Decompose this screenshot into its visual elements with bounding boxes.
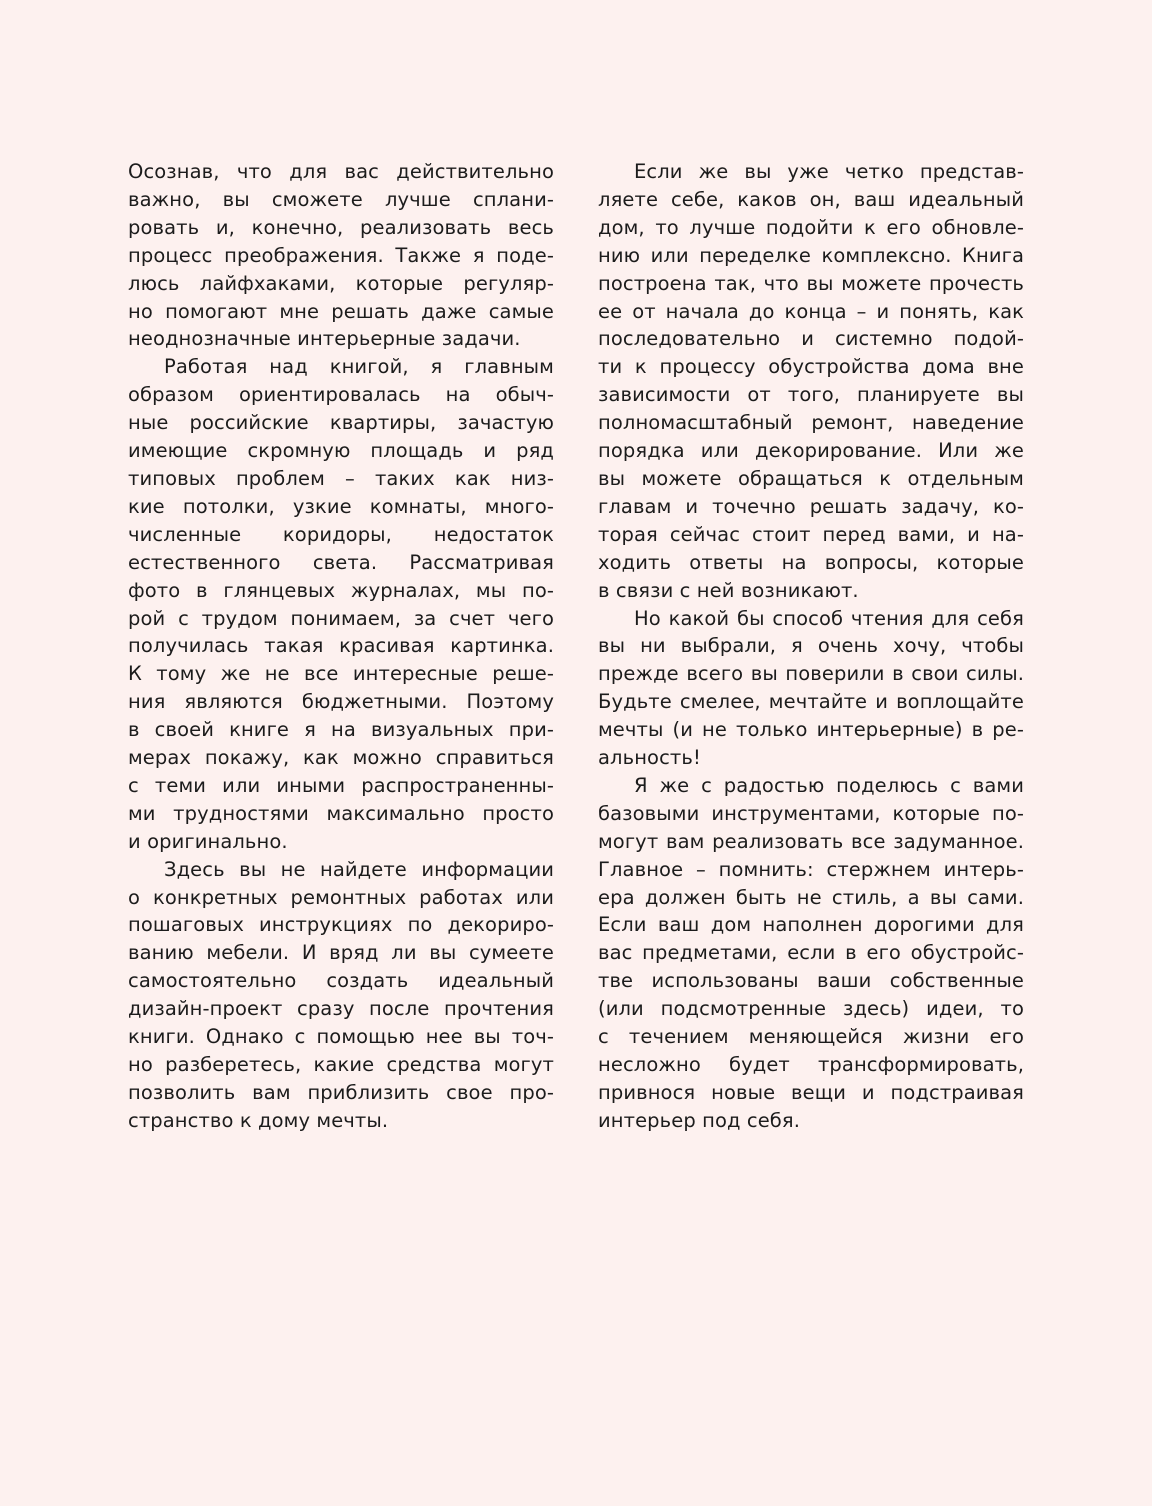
text-line: но помогают мне решать даже самые [128, 299, 554, 323]
text-line: позволить вам приблизить свое про- [128, 1080, 554, 1104]
text-line: полномасштабный ремонт, наведение [598, 411, 1024, 435]
text-line: пошаговых инструкциях по декориро- [128, 913, 554, 937]
text-line: зависимости от того, планируете вы [598, 383, 1024, 407]
text-line: альность! [598, 746, 701, 770]
text-line: мечты (и не только интерьерные) в ре- [598, 718, 1024, 742]
text-line: вы ни выбрали, я очень хочу, чтобы [598, 634, 1024, 658]
text-line: мерах покажу, как можно справиться [128, 746, 554, 770]
text-line: с течением меняющейся жизни его [598, 1025, 1024, 1049]
text-line: важно, вы сможете лучше сплани- [128, 187, 554, 211]
text-line: ми трудностями максимально просто [128, 801, 554, 825]
text-line: (или подсмотренные здесь) идеи, то [598, 997, 1024, 1021]
text-line: вы можете обращаться к отдельным [598, 466, 1024, 490]
text-line: дом, то лучше подойти к его обновле- [598, 215, 1024, 239]
text-line: в своей книге я на визуальных при- [128, 718, 554, 742]
text-line: типовых проблем – таких как низ- [128, 466, 554, 490]
text-line: Здесь вы не найдете информации [164, 857, 554, 881]
text-line: Главное – помнить: стержнем интерь- [598, 857, 1024, 881]
text-line: ее от начала до конца – и понять, как [598, 299, 1024, 323]
text-line: Если же вы уже четко представ- [634, 160, 1024, 183]
text-line: Если ваш дом наполнен дорогими для [598, 913, 1024, 937]
text-line: порядка или декорирование. Или же [598, 439, 1024, 463]
text-line: Работая над книгой, я главным [164, 355, 554, 379]
text-line: кие потолки, узкие комнаты, много- [128, 494, 554, 518]
right-text-column [598, 158, 1024, 1135]
text-line: но разберетесь, какие средства могут [128, 1053, 554, 1076]
text-line: ванию мебели. И вряд ли вы сумеете [128, 941, 554, 965]
text-line: ния являются бюджетными. Поэтому [128, 690, 554, 714]
text-line: фото в глянцевых журналах, мы по- [128, 578, 554, 602]
text-line: естественного света. Рассматривая [128, 550, 554, 574]
left-text-column [128, 158, 554, 1135]
text-line: нию или переделке комплексно. Книга [598, 243, 1024, 267]
text-line: ляете себе, каков он, ваш идеальный [598, 187, 1024, 211]
text-line: Я же с радостью поделюсь с вами [634, 773, 1024, 797]
text-line: и оригинально. [128, 829, 288, 853]
text-line: торая сейчас стоит перед вами, и на- [598, 522, 1024, 546]
text-line: люсь лайфхаками, которые регуляр- [128, 271, 554, 295]
text-line: построена так, что вы можете прочесть [598, 271, 1024, 295]
text-line: странство к дому мечты. [128, 1108, 389, 1132]
text-line: прежде всего вы поверили в свои силы. [598, 662, 1024, 686]
text-line: Но какой бы способ чтения для себя [634, 606, 1024, 630]
text-line: ровать и, конечно, реализовать весь [128, 215, 554, 239]
text-line: ти к процессу обустройства дома вне [598, 355, 1024, 379]
text-line: в связи с ней возникают. [598, 578, 859, 602]
text-line: могут вам реализовать все задуманное. [598, 829, 1024, 853]
text-line: несложно будет трансформировать, [598, 1053, 1024, 1076]
text-line: образом ориентировалась на обыч- [128, 383, 554, 407]
text-line: неоднозначные интерьерные задачи. [128, 327, 521, 351]
text-line: о конкретных ремонтных работах или [128, 885, 554, 909]
text-line: с теми или иными распространенны- [128, 773, 554, 797]
text-line: Будьте смелее, мечтайте и воплощайте [598, 690, 1024, 714]
text-line: Осознав, что для вас действительно [128, 160, 554, 183]
text-line: К тому же не все интересные реше- [128, 662, 554, 686]
text-line: книги. Однако с помощью нее вы точ- [128, 1025, 554, 1049]
text-line: вас предметами, если в его обустройс- [598, 941, 1024, 965]
text-line: ные российские квартиры, зачастую [128, 411, 554, 435]
text-line: рой с трудом понимаем, за счет чего [128, 606, 554, 630]
text-line: интерьер под себя. [598, 1108, 801, 1132]
text-line: тве использованы ваши собственные [598, 969, 1024, 993]
text-line: базовыми инструментами, которые по- [598, 801, 1024, 825]
text-line: численные коридоры, недостаток [128, 522, 554, 546]
text-line: получилась такая красивая картинка. [128, 634, 554, 658]
text-line: имеющие скромную площадь и ряд [128, 439, 554, 463]
text-line: ера должен быть не стиль, а вы сами. [598, 885, 1024, 909]
text-line: последовательно и системно подой- [598, 327, 1024, 351]
text-line: ходить ответы на вопросы, которые [598, 550, 1024, 574]
text-line: процесс преображения. Также я поде- [128, 243, 554, 267]
text-line: дизайн-проект сразу после прочтения [128, 997, 554, 1021]
text-line: привнося новые вещи и подстраивая [598, 1080, 1024, 1104]
text-line: самостоятельно создать идеальный [128, 969, 554, 993]
text-line: главам и точечно решать задачу, ко- [598, 494, 1024, 518]
